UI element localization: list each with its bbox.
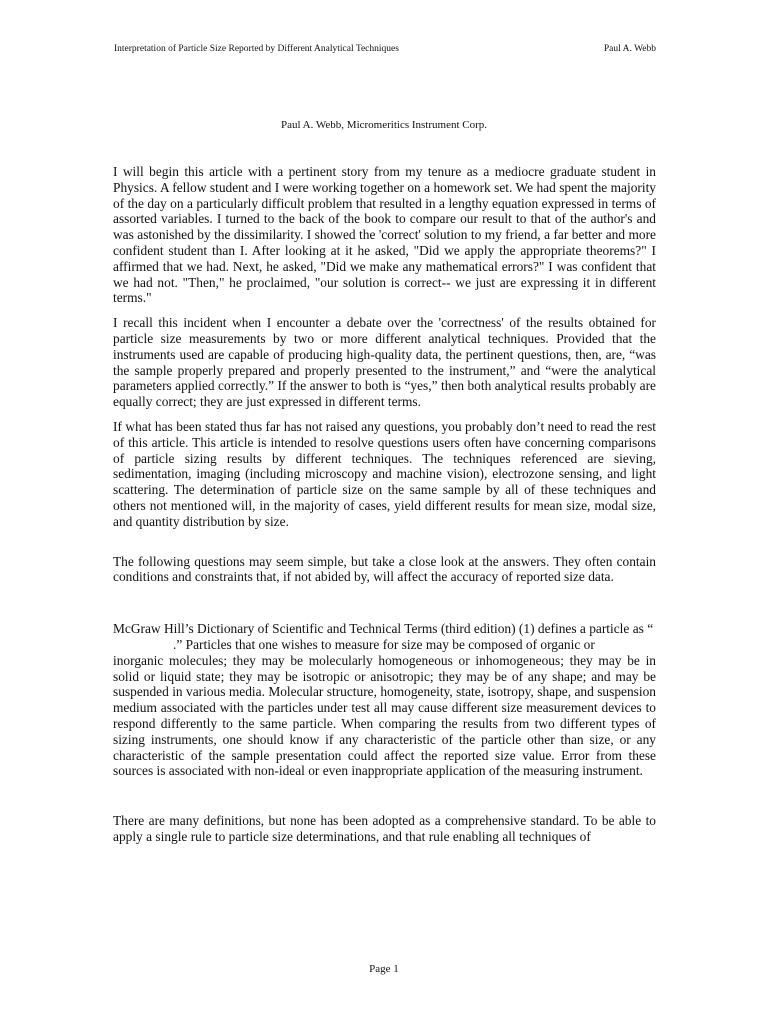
header-author: Paul A. Webb [603, 44, 656, 54]
paragraph-5-start: McGraw Hill’s Dictionary of Scientific and Technical Terms (third edition) (1) defines a particle as “ [113, 621, 654, 637]
page-number: Page 1 [369, 963, 399, 975]
paragraph-1: I will begin this article with a pertinent story from my tenure as a mediocre graduate student in Physics. A fellow student and I were working together on a homework set. We had spent the majority of the day on a particularly difficult problem that resulted in a lengthy equation expressed in terms of assorted variables. I turned to the back of the book to compare our result to that of the author's and was astonished by the dissimilarity. I showed the 'correct' solution to my friend, a far better and more confident student than I. After looking at it he asked, "Did we apply the appropriate theorems?" I affirmed that we had. Next, he asked, "Did we make any mathematical errors?" I was confident that we had not. "Then," he proclaimed, "our solution is correct-- we just are expressing it in different terms." [113, 164, 656, 306]
paragraph-5-rest: inorganic molecules; they may be molecularly homogeneous or inhomogeneous; they may be in solid or liquid state; they may be isotropic or anisotropic; they may be of any shape; and may be suspended in various media. Molecular structure, homogeneity, state, isotropy, shape, and suspension medium associated with the particles under test all may cause different size measurement devices to respond differently to the same particle. When comparing the results from two different types of sizing instruments, one should know if any characteristic of the particle other than size, or any characteristic of the sample presentation could affect the reported size value. Error from these sources is associated with non-ideal or even inappropriate application of the measuring instrument. [113, 652, 656, 779]
paragraph-3: If what has been stated thus far has not raised any questions, you probably don’t need to read the rest of this article. This article is intended to resolve questions users often have concerning comparisons of particle sizing results by different techniques. The techniques referenced are sieving, sedimentation, imaging (including microscopy and machine vision), electrozone sensing, and light scattering. The determination of particle size on the same sample by all of these techniques and others not mentioned will, in the majority of cases, yield different results for mean size, modal size, and quantity distribution by size. [113, 418, 656, 529]
paragraph-5-indent: .” Particles that one wishes to measure for size may be composed of organic or [173, 636, 595, 652]
paragraph-4: The following questions may seem simple, but take a close look at the answers. They often contain conditions and constraints that, if not abided by, will affect the accuracy of reported size data. [113, 553, 656, 585]
page-header [114, 44, 656, 54]
article-body [113, 164, 656, 854]
paragraph-6: There are many definitions, but none has been adopted as a comprehensive standard. To be able to apply a single rule to particle size determinations, and that rule enabling all techniques of [113, 813, 656, 844]
header-title: Interpretation of Particle Size Reported by Different Analytical Techniques [114, 44, 399, 54]
byline: Paul A. Webb, Micromeritics Instrument Corp. [280, 119, 488, 131]
paragraph-2: I recall this incident when I encounter a debate over the 'correctness' of the results obtained for particle size measurements by two or more different analytical techniques. Provided that the instruments used are capable of producing high-quality data, the pertinent questions, then, are, “was the sample properly prepared and properly presented to the instrument,” and “were the analytical parameters applied correctly.” If the answer to both is “yes,” then both analytical results probably are equally correct; they are just expressed in different terms. [113, 315, 656, 410]
paragraph-5 [113, 621, 656, 779]
